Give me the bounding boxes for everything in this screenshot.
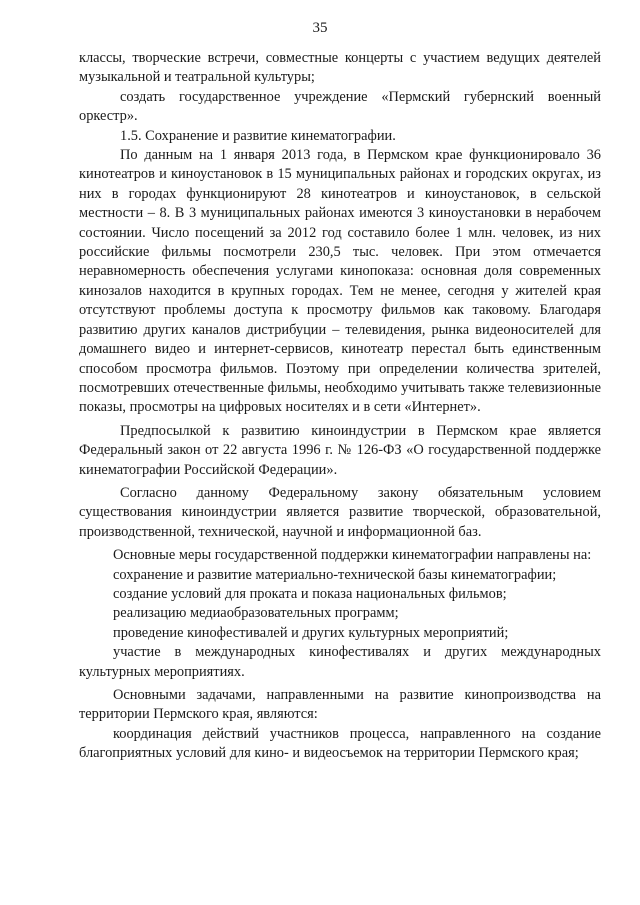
list-item: проведение кинофестивалей и других культурных мероприятий;	[113, 624, 509, 641]
paragraph: создать государственное учреждение «Пермский губернский военный оркестр».	[79, 88, 601, 125]
list-item: координация действий участников процесса, направленного на создание благоприятных условий для кино- и видеосъемок на территории Пермского края;	[79, 725, 601, 762]
document-body	[79, 49, 601, 764]
paragraph: классы, творческие встречи, совместные концерты с участием ведущих деятелей музыкальной и театральной культуры;	[79, 50, 601, 86]
list-item: реализацию медиаобразовательных программ;	[113, 605, 399, 622]
list-item: сохранение и развитие материально-технической базы кинематографии;	[113, 566, 557, 583]
paragraph: Основными задачами, направленными на развитие кинопроизводства на территории Пермского края, являются:	[79, 687, 601, 723]
paragraph: Предпосылкой к развитию киноиндустрии в Пермском крае является Федеральный закон от 22 августа 1996 г. № 126-ФЗ «О государственной поддержке кинематографии Российской Федерации».	[79, 422, 601, 478]
list-item: участие в международных кинофестивалях и других международных культурных мероприятиях.	[79, 644, 601, 680]
page-number: 35	[312, 20, 328, 36]
list-item: создание условий для проката и показа национальных фильмов;	[113, 585, 507, 602]
paragraph: По данным на 1 января 2013 года, в Пермском крае функционировало 36 кинотеатров и киноустановок в 15 муниципальных районах и городских округах, из них в городах функционируют 28 кинотеатров и киноустановок, в сельской местности – 8. В 3 муниципальных районах имеются 3 киноустановки в нерабочем состоянии. Число посещений за 2012 год составило более 1 млн. человек, из них российские фильмы посмотрели 230,5 тыс. человек. При этом отмечается неравномерность обеспечения услугами кинопоказа: основная доля современных кинозалов находится в крупных городах. Тем не менее, сегодня у жителей края отсутствуют проблемы доступа к просмотру фильмов как таковому. Благодаря развитию других каналов дистрибуции – телевидения, рынка видеоносителей для домашнего видео и интернет-сервисов, кинотеатр перестал быть единственным способом просмотра фильмов. Поэтому при определении количества зрителей, посмотревших отечественные фильмы, необходимо учитывать также телевизионные показы, просмотры на цифровых носителях и в сети «Интернет».	[79, 147, 601, 416]
paragraph: Согласно данному Федеральному закону обязательным условием существования киноиндустрии является развитие творческой, образовательной, производственной, технической, научной и информационной баз.	[79, 484, 601, 540]
section-heading: 1.5. Сохранение и развитие кинематографии.	[120, 127, 396, 144]
paragraph: Основные меры государственной поддержки кинематографии направлены на:	[113, 547, 592, 564]
